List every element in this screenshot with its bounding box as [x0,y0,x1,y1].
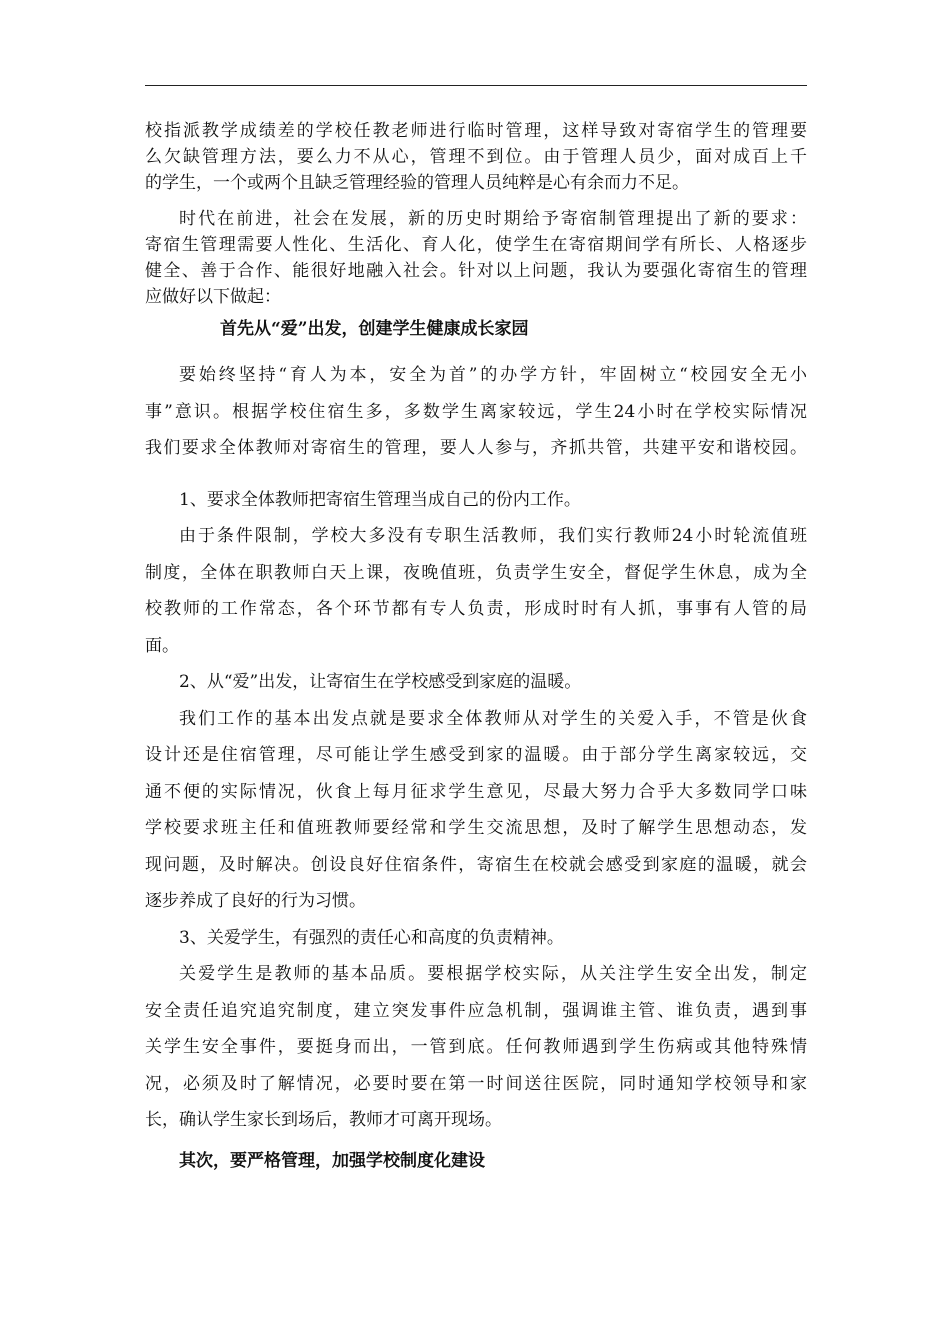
text-line: 要始终坚持“育人为本，安全为首”的办学方针，牢固树立“校园安全无小 [179,365,807,385]
text-line: 校指派教学成绩差的学校任教老师进行临时管理，这样导致对寄宿学生的管理要 [145,121,807,141]
paragraph-6 [145,956,807,1139]
text-line: 制度，全体在职教师白天上课，夜晚值班，负责学生安全，督促学生休息，成为全 [145,562,807,583]
text-line: 事”意识。根据学校住宿生多，多数学生离家较远，学生24小时在学校实际情况 [145,401,807,422]
text-line: 校教师的工作常态，各个环节都有专人负责，形成时时有人抓，事事有人管的局 [145,599,807,619]
header-rule [145,85,807,86]
text-line: 1、要求全体教师把寄宿生管理当成自己的份内工作。 [179,489,581,510]
text-line: 设计还是住宿管理，尽可能让学生感受到家的温暖。由于部分学生离家较远，交 [145,745,807,765]
text-line: 况，必须及时了解情况，必要时要在第一时间送往医院，同时通知学校领导和家 [145,1073,807,1094]
text-line: 由于条件限制，学校大多没有专职生活教师，我们实行教师24小时轮流值班 [179,526,807,546]
text-line: 长，确认学生家长到场后，教师才可离开现场。 [145,1110,502,1130]
text-line: 现问题，及时解决。创设良好住宿条件，寄宿生在校就会感受到家庭的温暖，就会 [145,854,807,875]
text-line: 我们要求全体教师对寄宿生的管理，要人人参与，齐抓共管，共建平安和谐校园。 [145,438,807,458]
text-line: 2、从“爱”出发，让寄宿生在学校感受到家庭的温暖。 [179,672,582,692]
text-line: 通不便的实际情况，伙食上每月征求学生意见，尽最大努力合乎大多数同学口味 [145,781,807,802]
section-heading-2: 其次，要严格管理，加强学校制度化建设 [179,1150,485,1171]
text-line: 的学生，一个或两个且缺乏管理经验的管理人员纯粹是心有余而力不足。 [145,173,689,193]
text-line: 健全、善于合作、能很好地融入社会。针对以上问题，我认为要强化寄宿生的管理 [145,261,807,281]
paragraph-1 [145,118,807,196]
text-line: 时代在前进，社会在发展，新的历史时期给予寄宿制管理提出了新的要求： [179,209,807,229]
text-line: 学校要求班主任和值班教师要经常和学生交流思想，及时了解学生思想动态，发 [145,818,807,838]
text-line: 3、关爱学生，有强烈的责任心和高度的负责精神。 [179,927,564,948]
text-line: 逐步养成了良好的行为习惯。 [145,891,366,911]
text-line: 安全责任追究追究制度，建立突发事件应急机制，强调谁主管、谁负责，遇到事 [145,1000,807,1021]
paragraph-5 [145,701,807,920]
document-body [145,118,807,1179]
text-line: 关学生安全事件，要挺身而出，一管到底。任何教师遇到学生伤病或其他特殊情 [145,1037,807,1057]
text-line: 么欠缺管理方法，要么力不从心，管理不到位。由于管理人员少，面对成百上千 [145,147,807,167]
list-item-2 [145,664,807,701]
paragraph-2 [145,206,807,310]
text-line: 面。 [145,635,179,656]
text-line: 我们工作的基本出发点就是要求全体教师从对学生的关爱入手，不管是伙食 [179,708,807,729]
paragraph-3 [145,357,807,467]
list-item-1 [145,482,807,519]
text-line: 应做好以下做起： [145,287,281,307]
text-line: 寄宿生管理需要人性化、生活化、育人化，使学生在寄宿期间学有所长、人格逐步 [145,235,807,255]
text-line: 关爱学生是教师的基本品质。要根据学校实际，从关注学生安全出发，制定 [179,964,807,984]
section-heading-1: 首先从“爱”出发，创建学生健康成长家园 [220,319,529,339]
list-item-3 [145,920,807,957]
paragraph-4 [145,518,807,664]
